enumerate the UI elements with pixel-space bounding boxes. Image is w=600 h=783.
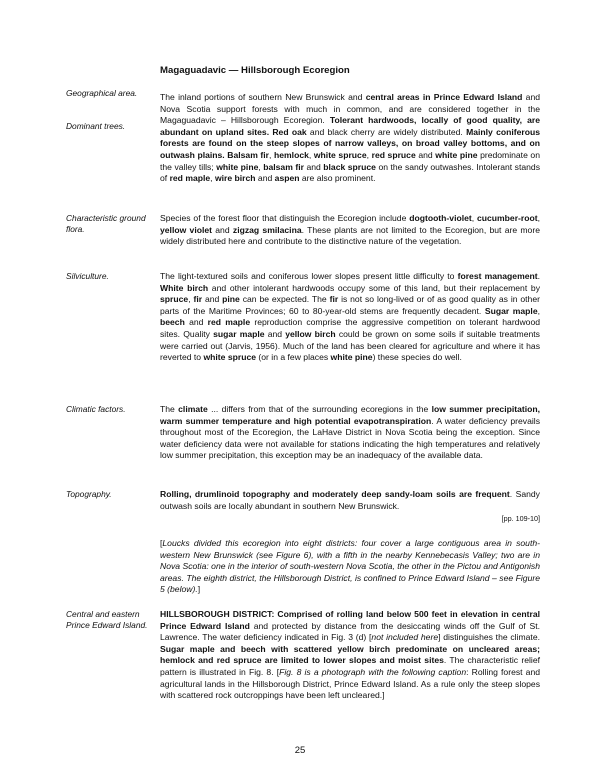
text-run: Loucks divided this ecoregion into eight districts: four cover a large contiguous area in south-western New Brunswick (see Figure 6), with a fifth in the nearby Kennebecasis Valley; two are in Nova Scotia: one in the interior of south-western Nova Scotia, the other in the Pictou and Antigonish areas. The eighth district, the Hillsborough District, is confined to Prince Edward Island – see Figure 5 (below). xyxy=(160,538,540,595)
text-run: yellow violet xyxy=(160,224,212,235)
text-run: white pine xyxy=(216,161,259,172)
text-run: fir xyxy=(193,294,203,305)
label-ground-flora: Characteristic ground flora. xyxy=(66,213,146,235)
text-run: Red oak xyxy=(272,126,307,137)
text-run: red maple xyxy=(169,173,211,184)
paragraph-districts-note: [Loucks divided this ecoregion into eight districts: four cover a large contiguous area in south-western New Brunswick (see Figure 6), with a fifth in the nearby Kennebecasis Valley; two are in Nova Scotia: one in the interior of south-western Nova Scotia, the other in the Pictou and Antigonish areas. The eighth district, the Hillsborough District, is confined to Prince Edward Island – see Figure 5 (below).] xyxy=(160,538,540,595)
page-title: Magaguadavic — Hillsborough Ecoregion xyxy=(160,65,350,76)
label-dominant-trees: Dominant trees. xyxy=(66,121,126,131)
text-run: low summer precipitation, warm summer temperature and high potential evapotranspiration xyxy=(160,404,540,426)
paragraph-climatic-factors: The climate ... differs from that of the surrounding ecoregions in the low summer precipitation, warm summer temperature and high potential evapotranspiration. A water deficiency prevails throughout most of the Ecoregion, the LaHave District in Nova Scotia being the exception. Since water deficiency data were not available for stations indicating the high temperatures and relatively low summer precipitation, this exception may be an inadequacy of the available data. xyxy=(160,404,540,461)
text-run: sugar maple xyxy=(213,328,265,339)
label-topography: Topography. xyxy=(66,489,112,499)
label-silviculture: Silviculture. xyxy=(66,271,109,281)
paragraph-topography: Rolling, drumlinoid topography and moderately deep sandy-loam soils are frequent. Sandy outwash soils are locally abundant in southern New Brunswick. xyxy=(160,489,540,511)
paragraph-ground-flora: Species of the forest floor that distinguish the Ecoregion include dogtooth-violet, cucumber-root, yellow violet and zigzag smilacina. These plants are not limited to the Ecoregion, but are more widely distributed here and contribute to the distinctive nature of the vegetation. xyxy=(160,213,541,247)
label-central-eastern-pei: Central and eastern Prince Edward Island. xyxy=(66,609,148,631)
text-run: Balsam fir xyxy=(227,149,270,160)
text-run: white spruce xyxy=(313,149,367,160)
text-run: black spruce xyxy=(323,161,376,172)
text-run: Tolerant hardwoods, locally of good quality, are abundant on upland sites. xyxy=(160,115,540,137)
text-run: red maple xyxy=(207,317,251,328)
text-run: pine xyxy=(222,294,240,305)
text-run: dogtooth-violet xyxy=(409,213,472,223)
text-run: yellow birch xyxy=(285,328,336,339)
paragraph-geography-trees: The inland portions of southern New Brunswick and central areas in Prince Edward Island and Nova Scotia support forests with much in common, and are considered together in the Magaguadavic – Hillsborough Ecoregion. Tolerant hardwoods, locally of good quality, are abundant on upland sites. Red oak and black cherry are widely distributed. Mainly coniferous forests are found on the steep slopes of narrow valleys, on broad valley bottoms, and on outwash plains. Balsam fir, hemlock, white spruce, red spruce and white pine predominate on the valley tills; white pine, balsam fir and black spruce on the sandy outwashes. Intolerant stands of red maple, wire birch and aspen are also prominent. xyxy=(160,92,541,184)
paragraph-silviculture: The light-textured soils and coniferous lower slopes present little difficulty to forest management. White birch and other intolerant hardwoods occupy some of this land, but their replacement by spruce, fir and pine can be expected. The fir is not so long-lived or of as good quality as in other parts of the Maritime Provinces; 60 to 80-year-old stems are frequently decadent. Sugar maple, beech and red maple reproduction comprise the aggressive competition on tolerant hardwood sites. Quality sugar maple and yellow birch could be grown on some soils if suitable treatments were carried out (Jarvis, 1956). Much of the land has been cleared for agriculture and where it has reverted to white spruce (or in a few places white pine) these species do well. xyxy=(160,271,541,363)
text-run: white pine xyxy=(435,149,478,160)
page-reference: [pp. 109-10] xyxy=(501,514,540,523)
text-run: not included here xyxy=(371,632,439,643)
label-geographical-area: Geographical area. xyxy=(66,88,138,98)
page-number: 25 xyxy=(294,745,306,756)
text-run: central areas in Prince Edward Island xyxy=(365,92,523,102)
text-run: climate xyxy=(178,404,208,414)
text-run: cucumber-root xyxy=(476,213,538,223)
text-run: fir xyxy=(329,294,339,305)
text-run: Fig. 8 is a photograph with the following caption xyxy=(279,666,467,677)
text-run: HILLSBOROUGH DISTRICT: Comprised of rolling land below 500 feet in elevation in central Prince Edward Island xyxy=(160,609,540,631)
text-run: spruce xyxy=(160,294,189,305)
text-run: Mainly coniferous forests are found on the steep slopes of narrow valleys, on broad valley bottoms, and on outwash plains. xyxy=(160,126,541,160)
text-run: white pine xyxy=(330,352,373,363)
text-run: beech xyxy=(160,317,185,328)
text-run: Rolling, drumlinoid topography and moderately deep sandy-loam soils are frequent xyxy=(160,489,510,499)
text-run: zigzag smilacina xyxy=(232,224,302,235)
text-run: wire birch xyxy=(214,173,256,184)
text-run: hemlock xyxy=(274,149,309,160)
text-run: Sugar maple xyxy=(484,305,538,316)
label-climatic-factors: Climatic factors. xyxy=(66,404,126,414)
text-run: white spruce xyxy=(203,352,257,363)
text-run: White birch xyxy=(160,282,209,293)
paragraph-hillsborough-district: HILLSBOROUGH DISTRICT: Comprised of rolling land below 500 feet in elevation in central Prince Edward Island and protected by distance from the desiccating winds off the Gulf of St. Lawrence. The water deficiency indicated in Fig. 3 (d) [not included here] distinguishes the climate. Sugar maple and beech with scattered yellow birch predominate on uncleared areas; hemlock and red spruce are limited to lower slopes and moist sites. The characteristic relief pattern is illustrated in Fig. 8. [Fig. 8 is a photograph with the following caption: Rolling forest and agricultural lands in the Hillsborough District, Prince Edward Island. As a rule only the steep slopes with scattered rock outcroppings have been left uncleared.] xyxy=(160,609,541,701)
text-run: Sugar maple and beech with scattered yellow birch predominate on uncleared areas; hemlock and red spruce are limited to lower slopes and moist sites xyxy=(160,643,540,666)
text-run: aspen xyxy=(274,173,300,184)
text-run: balsam fir xyxy=(263,161,304,172)
text-run: forest management xyxy=(457,271,538,281)
text-run: red spruce xyxy=(371,149,416,160)
